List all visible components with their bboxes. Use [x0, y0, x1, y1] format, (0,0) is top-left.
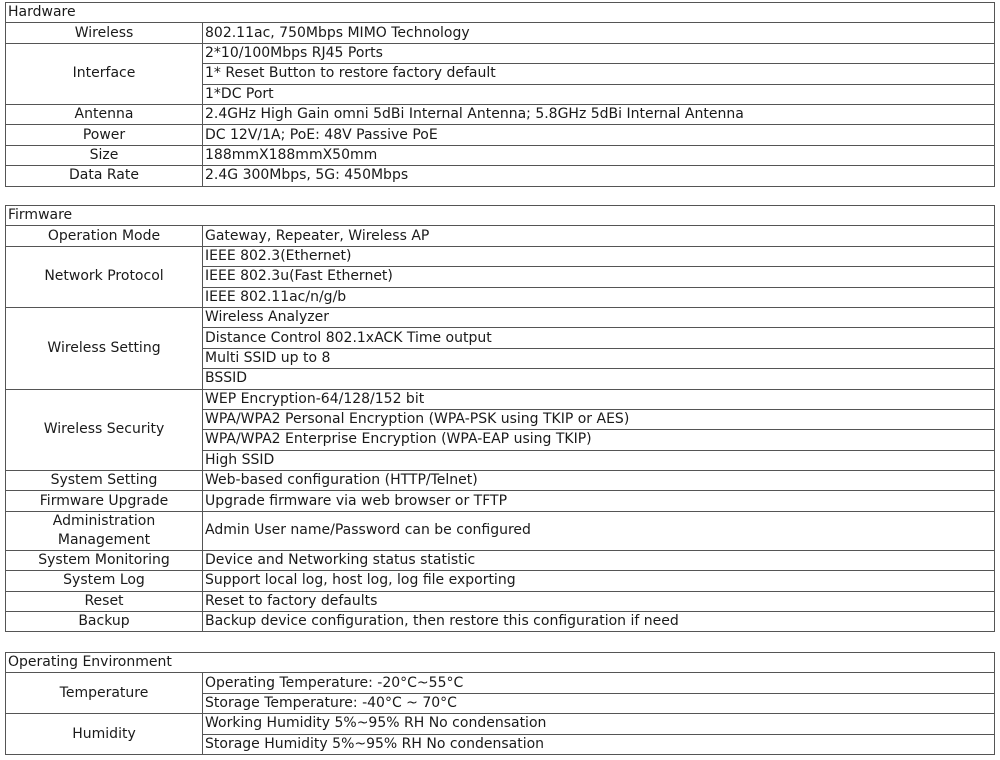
spec-label: Power: [6, 125, 203, 145]
firmware-table-body: [6, 206, 995, 632]
spec-value: Working Humidity 5%~95% RH No condensation: [203, 714, 995, 734]
table-row: [6, 714, 995, 734]
spec-value: Gateway, Repeater, Wireless AP: [203, 226, 995, 246]
table-row: [6, 226, 995, 246]
table-row: [6, 571, 995, 591]
section-title: Hardware: [6, 3, 995, 23]
spec-value: 1* Reset Button to restore factory default: [203, 64, 995, 84]
spec-value: Multi SSID up to 8: [203, 348, 995, 368]
section-header-row: [6, 206, 995, 226]
table-row: [6, 166, 995, 186]
spec-value: 2*10/100Mbps RJ45 Ports: [203, 43, 995, 63]
spec-label: System Monitoring: [6, 550, 203, 570]
firmware-table: [5, 205, 995, 632]
spec-value: Web-based configuration (HTTP/Telnet): [203, 471, 995, 491]
spec-value: Support local log, host log, log file exporting: [203, 571, 995, 591]
spec-value: Admin User name/Password can be configured: [203, 511, 995, 550]
table-row: [6, 673, 995, 693]
section-title: Firmware: [6, 206, 995, 226]
spec-value: 802.11ac, 750Mbps MIMO Technology: [203, 23, 995, 43]
spec-value: Upgrade firmware via web browser or TFTP: [203, 491, 995, 511]
hardware-table-body: [6, 3, 995, 187]
spec-label: Administration Management: [6, 511, 203, 550]
spec-value: WPA/WPA2 Personal Encryption (WPA-PSK using TKIP or AES): [203, 409, 995, 429]
spec-value: WPA/WPA2 Enterprise Encryption (WPA-EAP using TKIP): [203, 430, 995, 450]
spec-label: System Setting: [6, 471, 203, 491]
spec-label: Wireless Setting: [6, 307, 203, 389]
spec-value: 1*DC Port: [203, 84, 995, 104]
spec-value: Wireless Analyzer: [203, 307, 995, 327]
spec-label: Size: [6, 145, 203, 165]
table-row: [6, 550, 995, 570]
table-row: [6, 125, 995, 145]
spec-label: Operation Mode: [6, 226, 203, 246]
section-header-row: [6, 653, 995, 673]
spec-label: Humidity: [6, 714, 203, 755]
spec-value: Operating Temperature: -20°C~55°C: [203, 673, 995, 693]
table-row: [6, 471, 995, 491]
spec-value: BSSID: [203, 369, 995, 389]
spec-value: Backup device configuration, then restore this configuration if need: [203, 612, 995, 632]
spec-value: Device and Networking status statistic: [203, 550, 995, 570]
spec-value: Storage Temperature: -40°C ~ 70°C: [203, 693, 995, 713]
spec-value: High SSID: [203, 450, 995, 470]
spec-label: Backup: [6, 612, 203, 632]
spec-label: Reset: [6, 591, 203, 611]
table-row: [6, 246, 995, 266]
spec-label: Temperature: [6, 673, 203, 714]
spec-label: Interface: [6, 43, 203, 104]
section-title: Operating Environment: [6, 653, 995, 673]
spec-value: WEP Encryption-64/128/152 bit: [203, 389, 995, 409]
spec-value: 188mmX188mmX50mm: [203, 145, 995, 165]
table-row: [6, 43, 995, 63]
spec-value: IEEE 802.11ac/n/g/b: [203, 287, 995, 307]
spec-value: 2.4GHz High Gain omni 5dBi Internal Antenna; 5.8GHz 5dBi Internal Antenna: [203, 104, 995, 124]
spec-label: Wireless Security: [6, 389, 203, 471]
table-row: [6, 104, 995, 124]
spec-label: Data Rate: [6, 166, 203, 186]
hardware-table: [5, 2, 995, 187]
spec-value: Distance Control 802.1xACK Time output: [203, 328, 995, 348]
spec-label: Network Protocol: [6, 246, 203, 307]
spec-value: IEEE 802.3(Ethernet): [203, 246, 995, 266]
table-row: [6, 491, 995, 511]
spec-value: DC 12V/1A; PoE: 48V Passive PoE: [203, 125, 995, 145]
operating-environment-table: [5, 652, 995, 755]
table-row: [6, 145, 995, 165]
spec-label: Antenna: [6, 104, 203, 124]
table-row: [6, 389, 995, 409]
spec-label: System Log: [6, 571, 203, 591]
table-row: [6, 612, 995, 632]
spec-value: Reset to factory defaults: [203, 591, 995, 611]
table-row: [6, 511, 995, 550]
section-header-row: [6, 3, 995, 23]
operating-environment-table-body: [6, 653, 995, 755]
spec-value: Storage Humidity 5%~95% RH No condensation: [203, 734, 995, 754]
table-row: [6, 307, 995, 327]
table-row: [6, 23, 995, 43]
spec-label: Firmware Upgrade: [6, 491, 203, 511]
spec-label: Wireless: [6, 23, 203, 43]
table-row: [6, 591, 995, 611]
spec-value: IEEE 802.3u(Fast Ethernet): [203, 267, 995, 287]
spec-value: 2.4G 300Mbps, 5G: 450Mbps: [203, 166, 995, 186]
